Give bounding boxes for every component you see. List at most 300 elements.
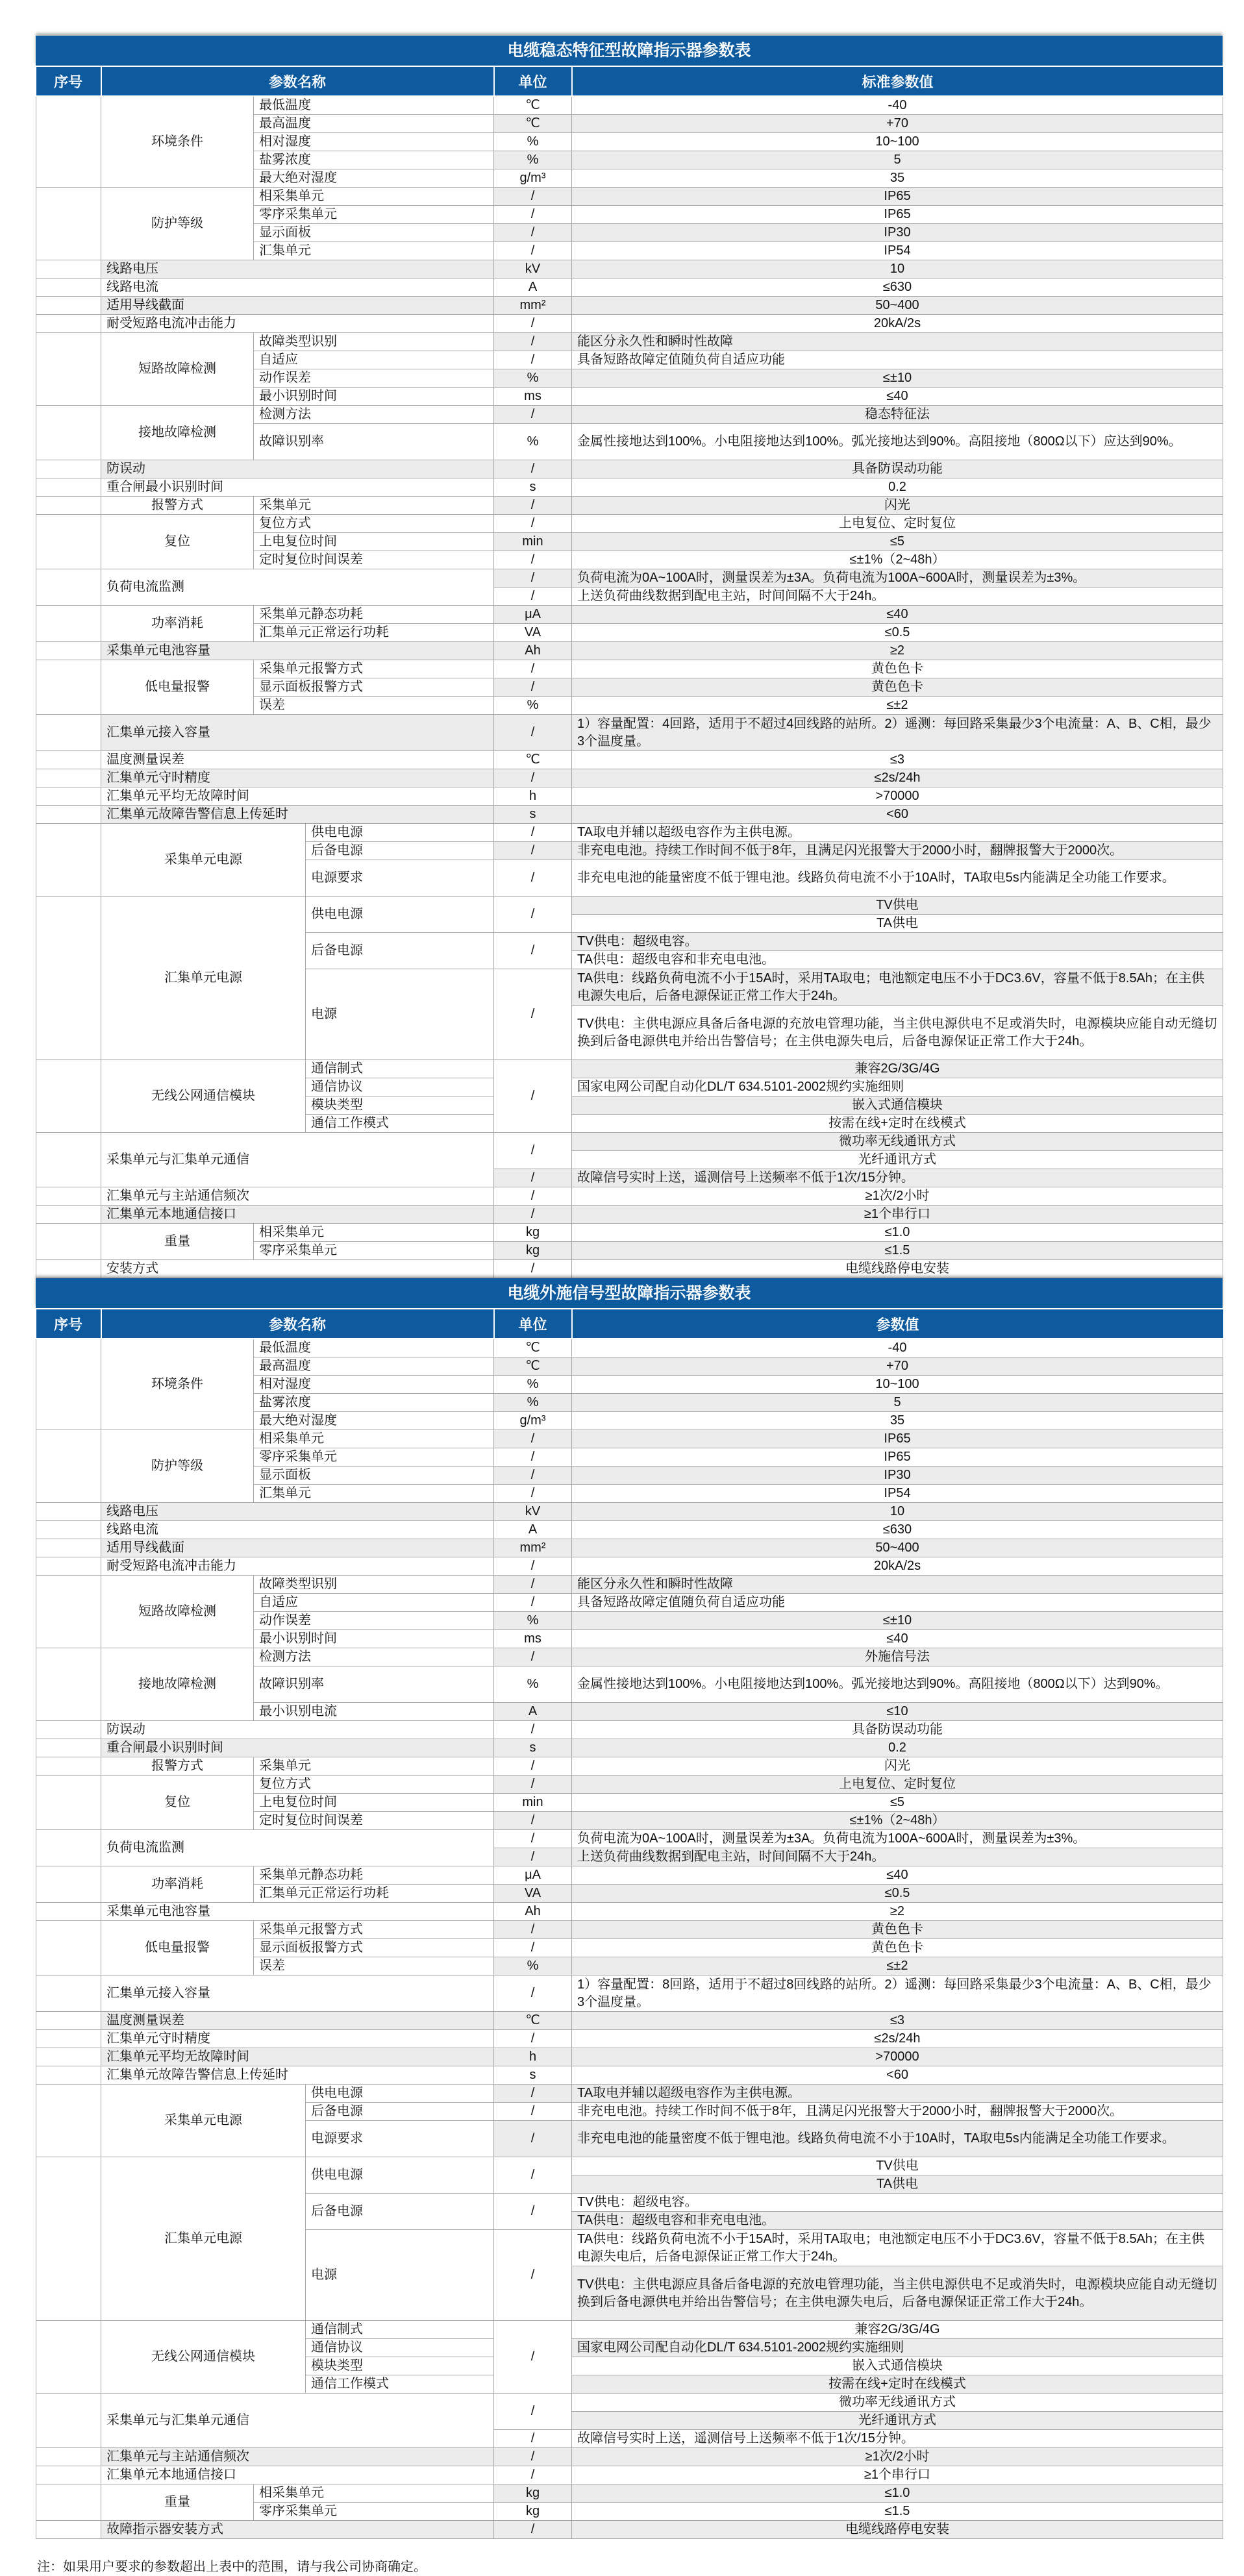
value-cell: -40: [572, 1339, 1223, 1357]
unit-cell: g/m³: [494, 169, 572, 188]
value-cell: 外施信号法: [572, 1648, 1223, 1666]
unit-cell: /: [494, 2466, 572, 2484]
value-cell: 10~100: [572, 1376, 1223, 1394]
row-number-cell: 11: [36, 497, 101, 515]
column-header-row: [36, 67, 1223, 96]
row-number-cell: 1: [36, 1339, 101, 1430]
value-cell: ≤1.0: [572, 1224, 1223, 1242]
unit-cell: g/m³: [494, 1412, 572, 1430]
param-name-cell: 汇集单元与主站通信频次: [101, 1187, 494, 1206]
value-cell: IP65: [572, 206, 1223, 224]
param-group-cell: 功率消耗: [101, 606, 254, 642]
param-sub-cell: 采集单元报警方式: [254, 1921, 494, 1939]
unit-cell: /: [494, 1848, 572, 1866]
param-group-cell: 接地故障检测: [101, 406, 254, 460]
value-cell: 10: [572, 1503, 1223, 1521]
param-name-cell: 汇集单元接入容量: [101, 1975, 494, 2012]
unit-cell: /: [494, 1448, 572, 1467]
param-sub-cell: 通信工作模式: [306, 2375, 494, 2394]
value-cell: IP30: [572, 224, 1223, 242]
param-name-cell: 温度测量误差: [101, 751, 494, 769]
value-cell: ≥1次/2小时: [572, 1187, 1223, 1206]
value-cell: TV供电：超级电容。: [572, 933, 1223, 951]
param-sub-cell: 最高温度: [254, 1357, 494, 1376]
table-row: [36, 569, 1223, 588]
param-name-cell: 耐受短路电流冲击能力: [101, 1557, 494, 1576]
param-sub-cell: 相对湿度: [254, 1376, 494, 1394]
value-cell: 负荷电流为0A~100A时，测量误差为±3A。负荷电流为100A~600A时，测量误差为±3%。: [572, 569, 1223, 588]
value-cell: 1）容量配置：4回路，适用于不超过4回线路的站所。2）遥测：每回路采集最少3个电流量：A、B、C相，最少3个温度量。: [572, 715, 1223, 751]
row-number-cell: 9: [36, 1721, 101, 1739]
row-number-cell: 15: [36, 642, 101, 660]
value-cell: 上电复位、定时复位: [572, 1776, 1223, 1794]
param-sub-cell: 零序采集单元: [254, 1242, 494, 1260]
unit-cell: /: [494, 2030, 572, 2048]
row-number-cell: 22: [36, 2085, 101, 2157]
row-number-cell: 5: [36, 1539, 101, 1557]
param-sub-cell: 相对湿度: [254, 133, 494, 151]
table-row: [36, 333, 1223, 351]
value-cell: +70: [572, 1357, 1223, 1376]
row-number-cell: 39: [36, 1260, 101, 1278]
table-row: [36, 1776, 1223, 1794]
param-name-cell: 故障指示器安装方式: [101, 2521, 494, 2539]
value-cell: 稳态特征法: [572, 406, 1223, 424]
table-row: [36, 1206, 1223, 1224]
param-sub-cell: 供电电源: [306, 2085, 494, 2103]
param-sub-cell: 相采集单元: [254, 1224, 494, 1242]
table-row: [36, 1260, 1223, 1278]
param-group-cell: 低电量报警: [101, 660, 254, 715]
value-cell: 上电复位、定时复位: [572, 515, 1223, 533]
row-number-cell: 14: [36, 1866, 101, 1903]
table-row: [36, 2321, 1223, 2339]
column-header-index: 序号: [36, 1309, 101, 1339]
value-cell: 5: [572, 1394, 1223, 1412]
table-row: [36, 2066, 1223, 2085]
param-sub-cell: 零序采集单元: [254, 2503, 494, 2521]
value-cell: 黄色色卡: [572, 678, 1223, 697]
value-cell: ≥1个串行口: [572, 2466, 1223, 2484]
value-cell: ≤5: [572, 1794, 1223, 1812]
value-cell: IP65: [572, 1448, 1223, 1467]
row-number-cell: 16: [36, 1921, 101, 1975]
table-row: [36, 2012, 1223, 2030]
table-row: [36, 1503, 1223, 1521]
param-group-cell: 报警方式: [101, 1757, 254, 1776]
row-number-cell: 24: [36, 2321, 101, 2394]
value-cell: TV供电：超级电容。: [572, 2194, 1223, 2212]
row-number-cell: 27: [36, 2466, 101, 2484]
value-cell: 黄色色卡: [572, 1939, 1223, 1957]
table-row: [36, 606, 1223, 624]
value-cell: 故障信号实时上送，遥测信号上送频率不低于1次/15分钟。: [572, 1169, 1223, 1187]
value-cell: ≤±10: [572, 369, 1223, 388]
value-cell: 光纤通讯方式: [572, 2412, 1223, 2430]
row-number-cell: 5: [36, 297, 101, 315]
unit-cell: /: [494, 497, 572, 515]
column-header-name: 参数名称: [101, 1309, 494, 1339]
row-number-cell: 12: [36, 515, 101, 569]
row-number-cell: 7: [36, 333, 101, 406]
unit-cell: /: [494, 2521, 572, 2539]
value-cell: 故障信号实时上送，遥测信号上送频率不低于1次/15分钟。: [572, 2430, 1223, 2448]
table-row: [36, 769, 1223, 787]
table-row: [36, 279, 1223, 297]
value-cell: 上送负荷曲线数据到配电主站，时间间隔不大于24h。: [572, 1848, 1223, 1866]
param-sub-cell: 显示面板报警方式: [254, 678, 494, 697]
unit-cell: /: [494, 2157, 572, 2194]
param-name-cell: 防误动: [101, 1721, 494, 1739]
unit-cell: /: [494, 1576, 572, 1594]
param-name-cell: 防误动: [101, 460, 494, 478]
unit-cell: /: [494, 1776, 572, 1794]
row-number-cell: 13: [36, 569, 101, 606]
unit-cell: /: [494, 897, 572, 933]
unit-cell: %: [494, 1666, 572, 1703]
value-cell: TA供电：超级电容和非充电电池。: [572, 951, 1223, 969]
value-cell: 闪光: [572, 1757, 1223, 1776]
value-cell: 50~400: [572, 297, 1223, 315]
value-cell: ≤±2: [572, 697, 1223, 715]
value-cell: TV供电：主供电源应具备后备电源的充放电管理功能，当主供电源供电不足或消失时，电源模块应能自动无缝切换到后备电源供电并给出告警信号；在主供电源失电后，后备电源保证正常工作大于24h。: [572, 2266, 1223, 2321]
value-cell: ≤±1%（2~48h）: [572, 551, 1223, 569]
row-number-cell: 14: [36, 606, 101, 642]
steady-state-parameter-table: [36, 67, 1223, 1278]
value-cell: 黄色色卡: [572, 660, 1223, 678]
param-sub-cell: 显示面板: [254, 224, 494, 242]
value-cell: 按需在线+定时在线模式: [572, 2375, 1223, 2394]
table-row: [36, 1339, 1223, 1357]
table-row: [36, 260, 1223, 279]
value-cell: 金属性接地达到100%。小电阻接地达到100%。弧光接地达到90%。高阻接地（800Ω以下）达到90%。: [572, 1666, 1223, 1703]
value-cell: 黄色色卡: [572, 1921, 1223, 1939]
param-sub-cell: 相采集单元: [254, 2484, 494, 2503]
param-group-cell: 汇集单元电源: [101, 897, 306, 1060]
value-cell: ≤40: [572, 1866, 1223, 1885]
unit-cell: /: [494, 1260, 572, 1278]
param-sub-cell: 动作误差: [254, 369, 494, 388]
column-header-value: 标准参数值: [572, 67, 1223, 96]
column-header-value: 参数值: [572, 1309, 1223, 1339]
param-sub-cell: 采集单元: [254, 497, 494, 515]
value-cell: TA取电并辅以超级电容作为主供电源。: [572, 824, 1223, 842]
param-sub-cell: 故障类型识别: [254, 333, 494, 351]
value-cell: 5: [572, 151, 1223, 169]
row-number-cell: 20: [36, 2048, 101, 2066]
external-signal-table-section: [36, 1278, 1223, 2539]
param-name-cell: 线路电压: [101, 1503, 494, 1521]
value-cell: 光纤通讯方式: [572, 1151, 1223, 1169]
table-row: [36, 315, 1223, 333]
value-cell: 兼容2G/3G/4G: [572, 2321, 1223, 2339]
value-cell: >70000: [572, 787, 1223, 806]
param-group-cell: 采集单元电源: [101, 2085, 306, 2157]
unit-cell: /: [494, 515, 572, 533]
value-cell: 50~400: [572, 1539, 1223, 1557]
value-cell: 国家电网公司配自动化DL/T 634.5101-2002规约实施细则: [572, 2339, 1223, 2357]
unit-cell: /: [494, 2448, 572, 2466]
value-cell: 非充电电池的能量密度不低于锂电池。线路负荷电流不小于10A时，TA取电5s内能满足全功能工作要求。: [572, 860, 1223, 897]
param-sub-cell: 复位方式: [254, 515, 494, 533]
param-name-cell: 汇集单元本地通信接口: [101, 1206, 494, 1224]
unit-cell: /: [494, 1812, 572, 1830]
table-row: [36, 806, 1223, 824]
value-cell: ≥2: [572, 642, 1223, 660]
row-number-cell: 25: [36, 1133, 101, 1187]
unit-cell: /: [494, 1721, 572, 1739]
param-group-cell: 汇集单元电源: [101, 2157, 306, 2321]
table-row: [36, 2048, 1223, 2066]
row-number-cell: 19: [36, 2030, 101, 2048]
unit-cell: /: [494, 569, 572, 588]
table-row: [36, 2030, 1223, 2048]
table-body: [36, 1339, 1223, 2539]
value-cell: 具备防误动功能: [572, 460, 1223, 478]
row-number-cell: 17: [36, 715, 101, 751]
param-name-cell: 汇集单元平均无故障时间: [101, 787, 494, 806]
table-row: [36, 1430, 1223, 1448]
value-cell: 具备防误动功能: [572, 1721, 1223, 1739]
param-name-cell: 采集单元电池容量: [101, 1903, 494, 1921]
param-sub-cell: 盐雾浓度: [254, 151, 494, 169]
param-group-cell: 复位: [101, 515, 254, 569]
value-cell: 国家电网公司配自动化DL/T 634.5101-2002规约实施细则: [572, 1078, 1223, 1096]
param-sub-cell: 故障识别率: [254, 424, 494, 460]
unit-cell: /: [494, 660, 572, 678]
table-row: [36, 1060, 1223, 1078]
value-cell: 金属性接地达到100%。小电阻接地达到100%。弧光接地达到90%。高阻接地（800Ω以下）应达到90%。: [572, 424, 1223, 460]
param-name-cell: 汇集单元接入容量: [101, 715, 494, 751]
param-group-cell: 功率消耗: [101, 1866, 254, 1903]
param-name-cell: 汇集单元守时精度: [101, 769, 494, 787]
param-group-cell: 采集单元电源: [101, 824, 306, 897]
table-row: [36, 1648, 1223, 1666]
value-cell: 兼容2G/3G/4G: [572, 1060, 1223, 1078]
unit-cell: kg: [494, 1224, 572, 1242]
param-name-cell: 适用导线截面: [101, 297, 494, 315]
param-sub-cell: 供电电源: [306, 2157, 494, 2194]
value-cell: ≤630: [572, 279, 1223, 297]
value-cell: 闪光: [572, 497, 1223, 515]
value-cell: 0.2: [572, 1739, 1223, 1757]
table-row: [36, 1539, 1223, 1557]
value-cell: ≤2s/24h: [572, 769, 1223, 787]
unit-cell: /: [494, 551, 572, 569]
unit-cell: /: [494, 2230, 572, 2321]
param-group-cell: 无线公网通信模块: [101, 1060, 306, 1133]
unit-cell: Ah: [494, 642, 572, 660]
value-cell: IP30: [572, 1467, 1223, 1485]
value-cell: 上送负荷曲线数据到配电主站，时间间隔不大于24h。: [572, 588, 1223, 606]
param-sub-cell: 采集单元静态功耗: [254, 1866, 494, 1885]
value-cell: ≤±1%（2~48h）: [572, 1812, 1223, 1830]
param-name-cell: 采集单元与汇集单元通信: [101, 2394, 494, 2448]
unit-cell: /: [494, 2430, 572, 2448]
value-cell: TV供电: [572, 2157, 1223, 2175]
param-sub-cell: 自适应: [254, 1594, 494, 1612]
unit-cell: %: [494, 1394, 572, 1412]
unit-cell: mm²: [494, 297, 572, 315]
row-number-cell: 11: [36, 1757, 101, 1776]
param-sub-cell: 电源: [306, 969, 494, 1060]
unit-cell: %: [494, 424, 572, 460]
param-sub-cell: 后备电源: [306, 842, 494, 860]
param-name-cell: 汇集单元与主站通信频次: [101, 2448, 494, 2466]
table-body: [36, 96, 1223, 1278]
param-group-cell: 环境条件: [101, 96, 254, 188]
param-sub-cell: 电源: [306, 2230, 494, 2321]
unit-cell: %: [494, 1957, 572, 1975]
value-cell: IP54: [572, 242, 1223, 260]
row-number-cell: 8: [36, 1648, 101, 1721]
value-cell: 1）容量配置：8回路，适用于不超过8回线路的站所。2）遥测：每回路采集最少3个电流量：A、B、C相，最少3个温度量。: [572, 1975, 1223, 2012]
unit-cell: s: [494, 2066, 572, 2085]
param-sub-cell: 模块类型: [306, 1096, 494, 1115]
unit-cell: /: [494, 1557, 572, 1576]
unit-cell: /: [494, 1830, 572, 1848]
unit-cell: μA: [494, 1866, 572, 1885]
value-cell: ≤±2: [572, 1957, 1223, 1975]
value-cell: ≤1.5: [572, 2503, 1223, 2521]
unit-cell: /: [494, 1206, 572, 1224]
param-sub-cell: 显示面板报警方式: [254, 1939, 494, 1957]
row-number-cell: 15: [36, 1903, 101, 1921]
table-row: [36, 188, 1223, 206]
unit-cell: /: [494, 678, 572, 697]
value-cell: ≥1个串行口: [572, 1206, 1223, 1224]
row-number-cell: 26: [36, 1187, 101, 1206]
param-name-cell: 汇集单元故障告警信息上传延时: [101, 2066, 494, 2085]
table-row: [36, 897, 1223, 915]
param-name-cell: 汇集单元平均无故障时间: [101, 2048, 494, 2066]
param-sub-cell: 零序采集单元: [254, 1448, 494, 1467]
param-sub-cell: 后备电源: [306, 2103, 494, 2121]
value-cell: ≥2: [572, 1903, 1223, 1921]
unit-cell: kV: [494, 1503, 572, 1521]
param-sub-cell: 最小识别时间: [254, 388, 494, 406]
unit-cell: /: [494, 2103, 572, 2121]
unit-cell: ℃: [494, 751, 572, 769]
footnote: 注：如果用户要求的参数超出上表中的范围，请与我公司协商确定。: [37, 2560, 427, 2574]
row-number-cell: 20: [36, 787, 101, 806]
row-number-cell: 26: [36, 2448, 101, 2466]
unit-cell: ℃: [494, 1357, 572, 1376]
row-number-cell: 9: [36, 460, 101, 478]
value-cell: ≤3: [572, 2012, 1223, 2030]
unit-cell: /: [494, 242, 572, 260]
value-cell: ≤40: [572, 1630, 1223, 1648]
value-cell: 负荷电流为0A~100A时，测量误差为±3A。负荷电流为100A~600A时，测量误差为±3%。: [572, 1830, 1223, 1848]
param-sub-cell: 采集单元静态功耗: [254, 606, 494, 624]
param-sub-cell: 相采集单元: [254, 188, 494, 206]
value-cell: <60: [572, 2066, 1223, 2085]
column-header-index: 序号: [36, 67, 101, 96]
param-group-cell: 短路故障检测: [101, 1576, 254, 1648]
row-number-cell: 8: [36, 406, 101, 460]
param-sub-cell: 通信制式: [306, 1060, 494, 1078]
param-group-cell: 复位: [101, 1776, 254, 1830]
value-cell: TA取电并辅以超级电容作为主供电源。: [572, 2085, 1223, 2103]
param-group-cell: 重量: [101, 2484, 254, 2521]
table-row: [36, 1721, 1223, 1739]
table-row: [36, 515, 1223, 533]
value-cell: ≤40: [572, 606, 1223, 624]
unit-cell: /: [494, 1648, 572, 1666]
value-cell: 10~100: [572, 133, 1223, 151]
table-row: [36, 1975, 1223, 2012]
param-group-cell: 短路故障检测: [101, 333, 254, 406]
param-sub-cell: 电源要求: [306, 860, 494, 897]
unit-cell: %: [494, 697, 572, 715]
param-sub-cell: 检测方法: [254, 1648, 494, 1666]
table-row: [36, 660, 1223, 678]
value-cell: -40: [572, 96, 1223, 115]
unit-cell: /: [494, 224, 572, 242]
row-number-cell: 16: [36, 660, 101, 715]
value-cell: ≤0.5: [572, 624, 1223, 642]
table-row: [36, 1187, 1223, 1206]
value-cell: TA供电: [572, 915, 1223, 933]
table-row: [36, 2521, 1223, 2539]
param-sub-cell: 通信协议: [306, 1078, 494, 1096]
param-sub-cell: 采集单元报警方式: [254, 660, 494, 678]
unit-cell: s: [494, 1739, 572, 1757]
unit-cell: /: [494, 2321, 572, 2394]
param-sub-cell: 上电复位时间: [254, 533, 494, 551]
unit-cell: ms: [494, 388, 572, 406]
table-row: [36, 1830, 1223, 1848]
param-sub-cell: 采集单元: [254, 1757, 494, 1776]
param-sub-cell: 电源要求: [306, 2121, 494, 2157]
unit-cell: /: [494, 206, 572, 224]
unit-cell: %: [494, 1612, 572, 1630]
unit-cell: /: [494, 824, 572, 842]
table-row: [36, 1224, 1223, 1242]
value-cell: TA供电: [572, 2175, 1223, 2194]
table-row: [36, 1133, 1223, 1151]
param-name-cell: 汇集单元守时精度: [101, 2030, 494, 2048]
param-sub-cell: 后备电源: [306, 933, 494, 969]
value-cell: TA供电：线路负荷电流不小于15A时，采用TA取电；电池额定电压不小于DC3.6V，容量不低于8.5Ah；在主供电源失电后，后备电源保证正常工作大于24h。: [572, 2230, 1223, 2266]
unit-cell: /: [494, 2121, 572, 2157]
table-row: [36, 642, 1223, 660]
unit-cell: /: [494, 351, 572, 369]
param-sub-cell: 故障类型识别: [254, 1576, 494, 1594]
unit-cell: A: [494, 1703, 572, 1721]
row-number-cell: 2: [36, 188, 101, 260]
row-number-cell: 18: [36, 2012, 101, 2030]
unit-cell: /: [494, 333, 572, 351]
table-row: [36, 2157, 1223, 2175]
param-name-cell: 线路电流: [101, 279, 494, 297]
table-row: [36, 460, 1223, 478]
table-row: [36, 406, 1223, 424]
value-cell: 0.2: [572, 478, 1223, 497]
unit-cell: A: [494, 279, 572, 297]
row-number-cell: 3: [36, 260, 101, 279]
param-group-cell: 无线公网通信模块: [101, 2321, 306, 2394]
table-row: [36, 1576, 1223, 1594]
unit-cell: /: [494, 1467, 572, 1485]
table-row: [36, 751, 1223, 769]
param-sub-cell: 误差: [254, 697, 494, 715]
table-row: [36, 1557, 1223, 1576]
unit-cell: /: [494, 1594, 572, 1612]
value-cell: 20kA/2s: [572, 1557, 1223, 1576]
param-name-cell: 重合闸最小识别时间: [101, 1739, 494, 1757]
param-sub-cell: 汇集单元正常运行功耗: [254, 1885, 494, 1903]
